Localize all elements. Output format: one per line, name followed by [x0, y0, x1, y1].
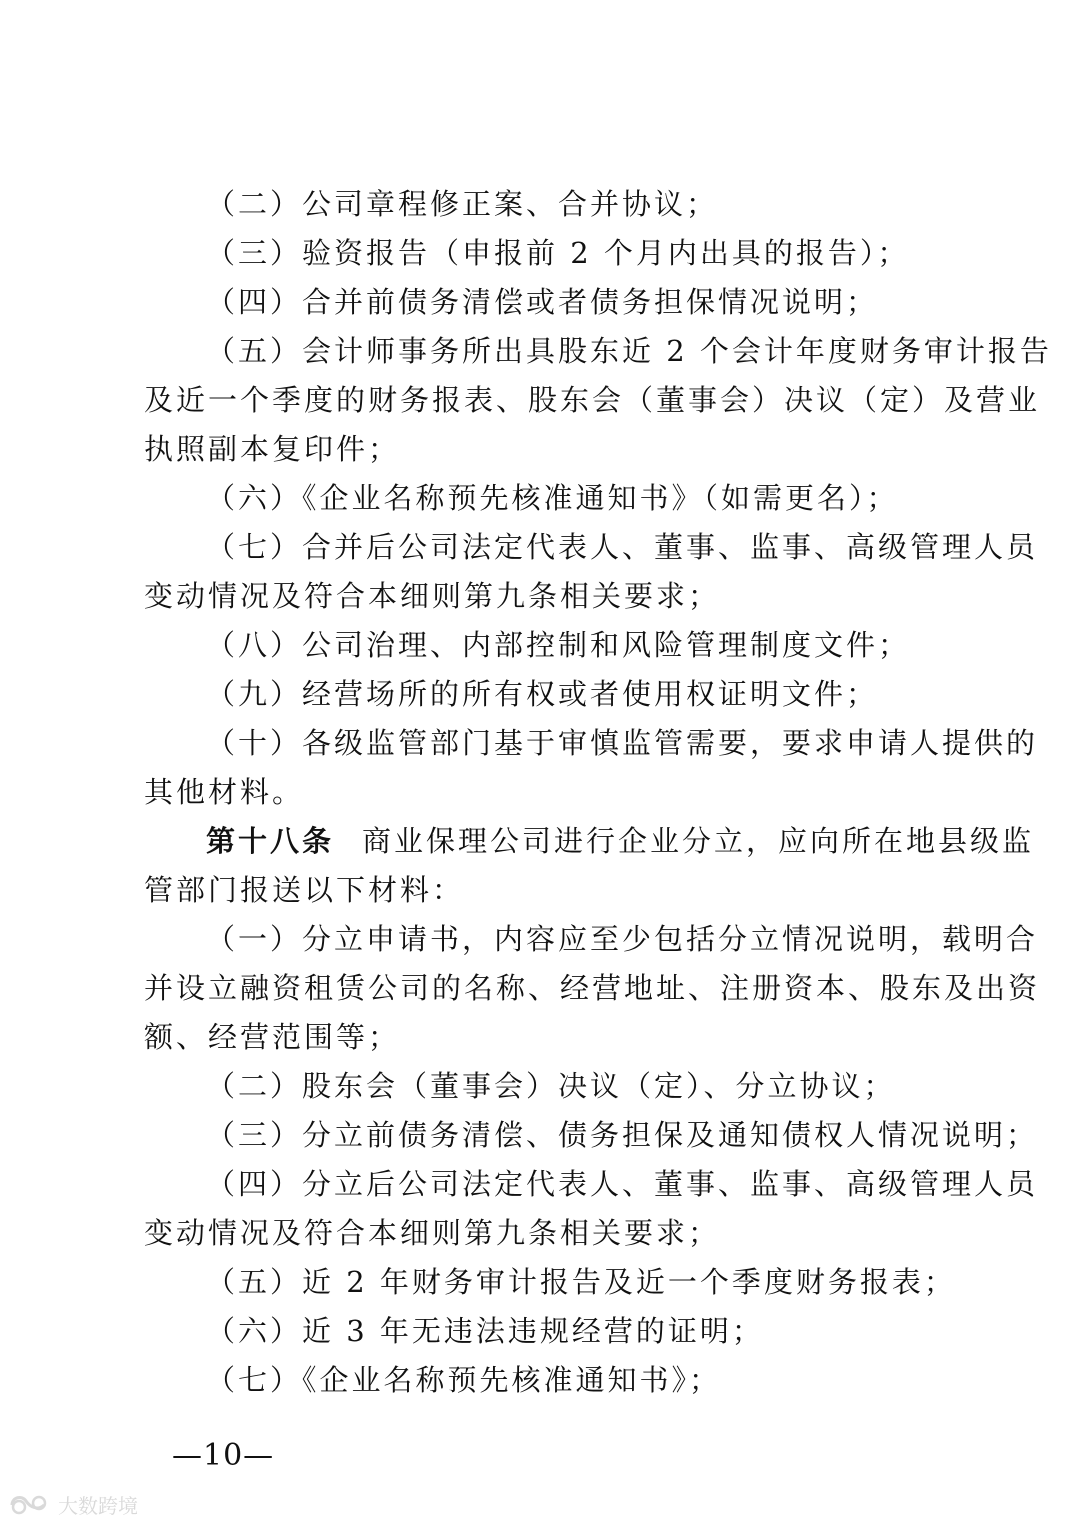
list-item-continuation: 并设立融资租赁公司的名称、经营地址、注册资本、股东及出资 [144, 971, 1041, 1005]
list-item-continuation: 及近一个季度的财务报表、股东会（董事会）决议（定）及营业 [144, 383, 1041, 417]
list-item: （四）分立后公司法定代表人、董事、监事、高级管理人员 [206, 1167, 1039, 1201]
list-item: （三）分立前债务清偿、债务担保及通知债权人情况说明； [206, 1118, 1039, 1152]
list-item: （十）各级监管部门基于审慎监管需要，要求申请人提供的 [206, 726, 1039, 760]
article-continuation: 管部门报送以下材料： [144, 873, 465, 907]
watermark [8, 1490, 138, 1519]
list-item: （五）会计师事务所出具股东近 2 个会计年度财务审计报告 [206, 334, 1052, 368]
list-item: （七）合并后公司法定代表人、董事、监事、高级管理人员 [206, 530, 1039, 564]
list-item: （二）公司章程修正案、合并协议； [206, 187, 719, 221]
document-body [144, 180, 1052, 1405]
article-heading: 第十八条 [206, 824, 335, 858]
list-item: （三）验资报告（申报前 2 个月内出具的报告）； [206, 236, 910, 270]
list-item-continuation: 其他材料。 [144, 775, 305, 809]
watermark-text: 大数跨境 [58, 1494, 138, 1518]
page-number: —10— [172, 1438, 275, 1473]
list-item-continuation: 变动情况及符合本细则第九条相关要求； [144, 579, 721, 613]
list-item: （一）分立申请书，内容应至少包括分立情况说明，载明合 [206, 922, 1039, 956]
list-item: （八）公司治理、内部控制和风险管理制度文件； [206, 628, 911, 662]
list-item-continuation: 额、经营范围等； [144, 1020, 401, 1054]
article-paragraph [144, 817, 1035, 866]
list-item: （九）经营场所的所有权或者使用权证明文件； [206, 677, 879, 711]
list-item: （六）《企业名称预先核准通知书》（如需更名）； [206, 481, 899, 515]
logo-icon [8, 1492, 52, 1518]
list-item-continuation: 执照副本复印件； [144, 432, 401, 466]
list-item-continuation: 变动情况及符合本细则第九条相关要求； [144, 1216, 721, 1250]
list-item: （五）近 2 年财务审计报告及近一个季度财务报表； [206, 1265, 956, 1299]
list-item: （六）近 3 年无违法违规经营的证明； [206, 1314, 764, 1348]
list-item: （四）合并前债务清偿或者债务担保情况说明； [206, 285, 879, 319]
article-text: 商业保理公司进行企业分立，应向所在地县级监 [362, 824, 1035, 858]
list-item: （二）股东会（董事会）决议（定）、分立协议； [206, 1069, 896, 1103]
list-item: （七）《企业名称预先核准通知书》； [206, 1363, 722, 1397]
